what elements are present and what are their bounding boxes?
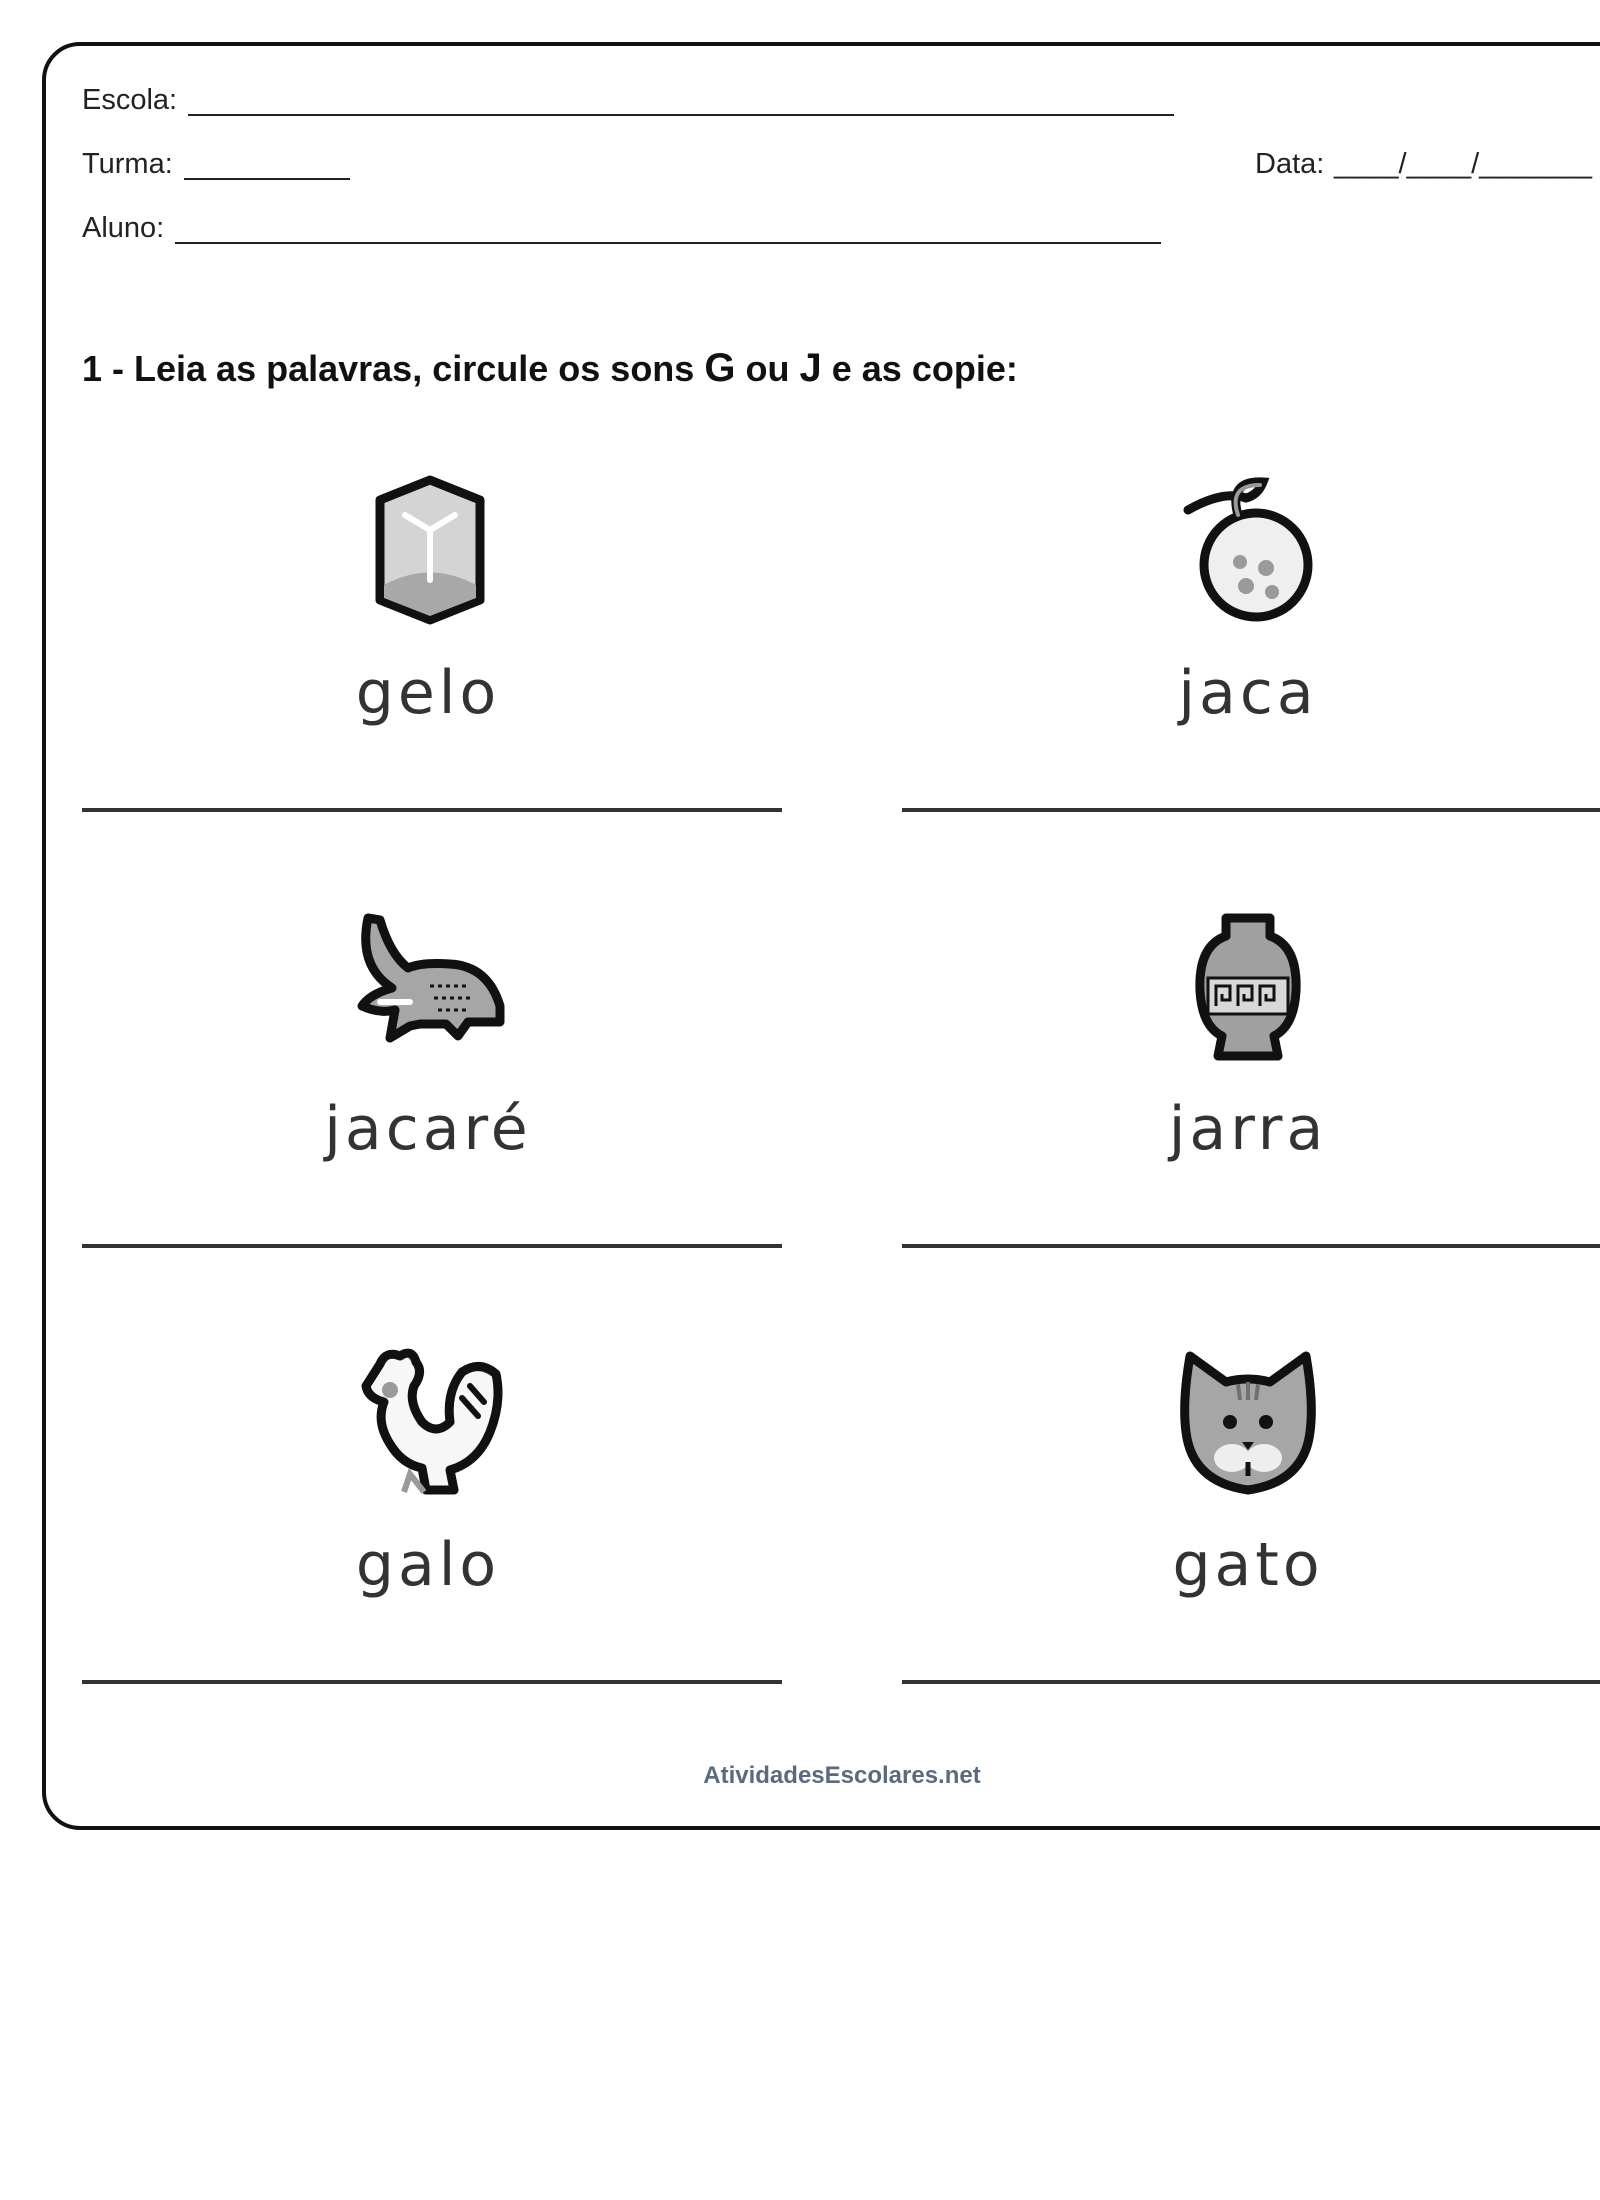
date-label: Data: [1255,148,1325,180]
question-text: 1 - Leia as palavras, circule os sons [82,348,695,389]
letter-g: G [704,346,736,390]
school-label: Escola: [82,84,178,116]
rooster-icon [350,1342,510,1502]
word-galo: galo [355,1530,501,1600]
ice-cube-icon [350,470,510,630]
school-field[interactable] [188,114,1174,116]
word-jarra: jarra [1168,1094,1328,1164]
word-jacare: jacaré [324,1094,532,1164]
cat-face-icon [1168,1342,1328,1502]
answer-line-gato[interactable] [902,1680,1600,1684]
class-field[interactable] [184,178,350,180]
word-gato: gato [1172,1530,1324,1600]
letter-j: J [799,346,822,390]
answer-line-galo[interactable] [82,1680,782,1684]
crocodile-icon [350,906,510,1066]
answer-line-jaca[interactable] [902,808,1600,812]
class-label: Turma: [82,148,173,180]
answer-line-gelo[interactable] [82,808,782,812]
date-field[interactable]: ____/____/_______ [1334,148,1593,180]
question-connector: ou [745,348,790,389]
question-title [82,346,1018,391]
student-label: Aluno: [82,212,165,244]
footer-site: AtividadesEscolares.net [703,1762,981,1789]
student-field[interactable] [175,242,1161,244]
jackfruit-icon [1168,470,1328,630]
word-jaca: jaca [1178,658,1318,728]
question-suffix: e as copie: [831,348,1018,389]
word-gelo: gelo [355,658,501,728]
amphora-icon [1168,906,1328,1066]
answer-line-jarra[interactable] [902,1244,1600,1248]
answer-line-jacare[interactable] [82,1244,782,1248]
